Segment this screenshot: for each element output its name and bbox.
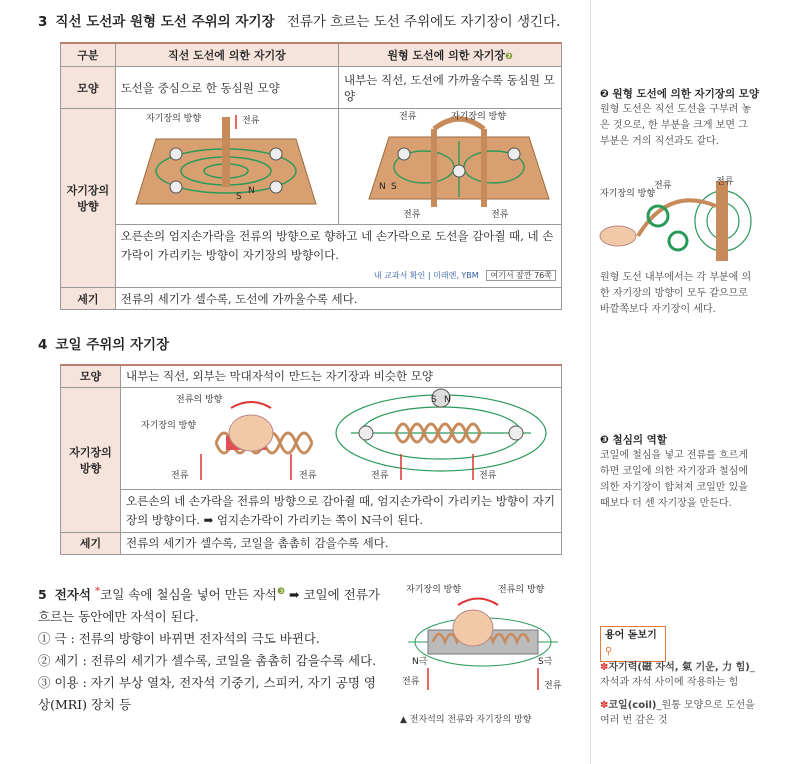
label-shape: 모양 xyxy=(61,67,116,109)
label-current: 전류 xyxy=(241,116,260,126)
cell-strength: 전류의 세기가 셀수록, 코일을 촘촘히 감을수록 세다. xyxy=(121,532,562,554)
label-current1: 전류 xyxy=(402,677,420,687)
sidebar-divider xyxy=(590,0,591,764)
label-field-dir: 자기장의 방향 xyxy=(145,114,201,124)
intro-text: 코일 속에 철심을 넣어 만든 자석 xyxy=(100,587,277,603)
th-straight: 직선 도선에 의한 자기장 xyxy=(115,43,338,67)
label-field-dir: 자기장의 방향 xyxy=(600,189,656,199)
label-S: S xyxy=(431,394,437,405)
glossary-list xyxy=(600,660,760,728)
section-desc: 전류가 흐르는 도선 주위에도 자기장이 생긴다. xyxy=(286,14,561,30)
section3-heading xyxy=(38,10,560,30)
label-direction: 자기장의 방향 xyxy=(61,387,121,532)
glossary-title-text: 용어 돋보기 xyxy=(605,630,657,641)
glossary-title xyxy=(600,626,666,662)
list-item: ③ 이용 : 자기 부상 열차, 전자석 기중기, 스피커, 자기 공명 영상(MRI) 장치 등 xyxy=(38,675,376,713)
cell-coil-figures xyxy=(121,387,562,489)
label-current3: 전류 xyxy=(491,210,509,220)
section5-body xyxy=(38,580,388,716)
glossary-def: _원통 모양으로 도선을 여러 번 감은 것 xyxy=(600,700,755,726)
cell-fig-circle xyxy=(339,109,562,225)
label-current1: 전류 xyxy=(399,112,417,122)
label-direction: 자기장의 방향 xyxy=(61,109,116,288)
label-current1: 전류 xyxy=(371,470,389,481)
note2-figure xyxy=(598,176,763,264)
label-S: S xyxy=(235,192,242,202)
label-current2: 전류 xyxy=(403,210,421,220)
label-N: N xyxy=(247,186,255,196)
label-shape: 모양 xyxy=(61,365,121,387)
note-mark: ❸ xyxy=(276,587,286,597)
textbook-ref: 내 교과서 확인 | 미래엔, YBM xyxy=(373,271,479,280)
label-field-dir: 자기장의 방향 xyxy=(451,112,507,122)
section-number: 5 xyxy=(38,587,47,603)
label-current-dir: 전류의 방향 xyxy=(498,585,545,595)
label-current2: 전류 xyxy=(544,681,562,691)
label-current2: 전류 xyxy=(716,177,734,187)
label-S: S극 xyxy=(538,657,553,667)
star-mark: * xyxy=(94,585,101,597)
glossary-item: ✽코일(coil)_원통 모양으로 도선을 여러 번 감은 것 xyxy=(600,700,755,726)
list-item: ① 극 : 전류의 방향이 바뀌면 전자석의 극도 바뀐다. xyxy=(38,631,320,647)
label-field-dir: 자기장의 방향 xyxy=(141,420,197,431)
table-section4 xyxy=(60,364,562,555)
note-3 xyxy=(600,432,760,512)
label-current2: 전류 xyxy=(479,470,497,481)
label-S: S xyxy=(391,182,397,192)
label-N: N극 xyxy=(412,657,428,667)
cell-direction-text xyxy=(115,225,561,288)
coil-field-figure xyxy=(336,389,546,480)
cell-shape-circle: 내부는 직선, 도선에 가까울수록 동심원 모양 xyxy=(339,67,562,109)
section-title: 직선 도선과 원형 도선 주위의 자기장 xyxy=(55,14,275,30)
label-N: N xyxy=(444,394,451,405)
straight-wire-figure xyxy=(116,109,331,221)
glossary-term: 자기력(磁 자석, 氣 기운, 力 힘) xyxy=(608,662,750,673)
cell-direction-text: 오른손의 네 손가락을 전류의 방향으로 감아쥘 때, 엄지손가락이 가리키는 방향이 자기장의 방향이다. ➡ 엄지손가락이 가리키는 쪽이 N극이 된다. xyxy=(121,489,562,532)
circular-wire-figure xyxy=(339,109,561,221)
label-current1: 전류 xyxy=(654,181,672,191)
label-current1: 전류 xyxy=(171,470,189,481)
note-text: 원형 도선은 직선 도선을 구부려 놓은 것으로, 한 부분을 크게 보면 그 부분은 거의 직선과도 같다. xyxy=(600,104,752,147)
note-text: 코일에 철심을 넣고 전류를 흐르게 하면 코일에 의한 자기장과 철심에 의한 자기장이 합쳐져 코일만 있을 때보다 더 센 자기장을 만든다. xyxy=(600,450,748,509)
glossary-item: ✽자기력(磁 자석, 氣 기운, 力 힘)_자석과 자석 사이에 작용하는 힘 xyxy=(600,662,755,688)
cell-shape-straight: 도선을 중심으로 한 동심원 모양 xyxy=(115,67,338,109)
label-strength: 세기 xyxy=(61,288,116,310)
electromagnet-figure xyxy=(398,580,568,710)
figure-caption: ▲ 전자석의 전류와 자기장의 방향 xyxy=(400,715,532,725)
th-circle: 원형 도선에 의한 자기장❷ xyxy=(339,43,562,67)
cell-shape: 내부는 직선, 외부는 막대자석이 만드는 자기장과 비슷한 모양 xyxy=(121,365,562,387)
label-field-dir: 자기장의 방향 xyxy=(406,585,462,595)
coil-hand-figure xyxy=(201,402,321,480)
section4-heading xyxy=(38,333,169,353)
cell-strength: 전류의 세기가 셀수록, 도선에 가까울수록 세다. xyxy=(115,288,561,310)
label-N: N xyxy=(379,182,386,192)
magnifier-icon: ⚲ xyxy=(605,646,613,657)
label-strength: 세기 xyxy=(61,532,121,554)
table-section3 xyxy=(60,42,562,310)
note2-text2: 원형 도선 내부에서는 각 부분에 의한 자기장의 방향이 모두 같으므로 바깥쪽보다 자기장이 세다. xyxy=(600,272,752,315)
glossary-term: 코일(coil) xyxy=(608,700,657,711)
cell-fig-straight xyxy=(115,109,338,225)
section-number: 4 xyxy=(38,337,48,353)
page-ref: 여기서 잠깐 76쪽 xyxy=(486,270,556,281)
list-item: ② 세기 : 전류의 세기가 셀수록, 코일을 촘촘히 감을수록 세다. xyxy=(38,653,377,669)
section-number: 3 xyxy=(38,14,48,30)
note-title: ❸ 철심의 역할 xyxy=(600,434,667,446)
direction-text: 오른손의 엄지손가락을 전류의 방향으로 향하고 네 손가락으로 도선을 감아쥘 때, 네 손가락이 가리키는 방향이 자기장의 방향이다. xyxy=(120,229,554,262)
label-current2: 전류 xyxy=(299,470,317,481)
glossary-def: _자석과 자석 사이에 작용하는 힘 xyxy=(600,662,755,688)
note-2 xyxy=(600,86,760,150)
intro-text2: ➡ 코일에 전류가 흐르는 동안에만 자석이 된다. xyxy=(38,587,380,625)
th-category: 구분 xyxy=(61,43,116,67)
coil-figures xyxy=(121,388,561,486)
section-title: 전자석 xyxy=(54,587,91,603)
label-current-dir: 전류의 방향 xyxy=(176,394,223,405)
note-title: ❷ 원형 도선에 의한 자기장의 모양 xyxy=(600,88,760,100)
section-title: 코일 주위의 자기장 xyxy=(55,337,170,353)
